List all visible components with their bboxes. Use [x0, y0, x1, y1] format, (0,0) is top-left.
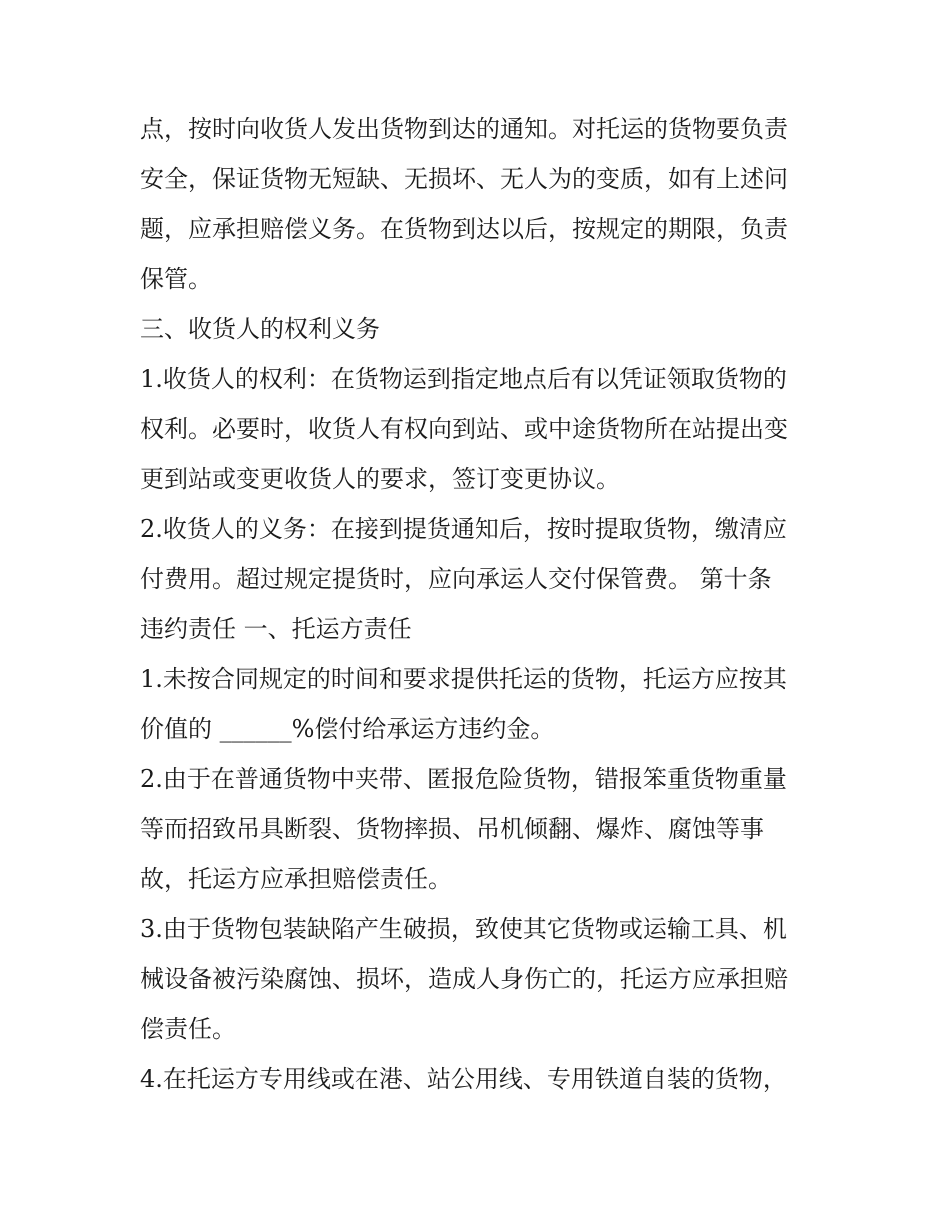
- paragraph-consignee-rights: [140, 354, 820, 504]
- text-line: 权利。必要时，收货人有权向到站、或中途货物所在站提出变: [140, 415, 788, 443]
- text-line: 三、收货人的权利义务: [140, 315, 380, 343]
- text-line: 2.收货人的义务：在接到提货通知后，按时提取货物，缴清应: [140, 515, 787, 543]
- text-line: 等而招致吊具断裂、货物摔损、吊机倾翻、爆炸、腐蚀等事: [140, 815, 764, 843]
- text-line: 违约责任 一、托运方责任: [140, 615, 412, 643]
- text-line: 偿责任。: [140, 1015, 236, 1043]
- section-heading-consignee: [140, 304, 820, 354]
- text-line: 3.由于货物包装缺陷产生破损，致使其它货物或运输工具、机: [140, 915, 787, 943]
- text-line: 题，应承担赔偿义务。在货物到达以后，按规定的期限，负责: [140, 215, 788, 243]
- text-line: 4.在托运方专用线或在港、站公用线、专用铁道自装的货物，: [140, 1065, 787, 1093]
- text-line: 故，托运方应承担赔偿责任。: [140, 865, 452, 893]
- text-line: 点，按时向收货人发出货物到达的通知。对托运的货物要负责: [140, 115, 788, 143]
- paragraph-breach-4: [140, 1054, 820, 1104]
- text-line: 价值的 ______%偿付给承运方违约金。: [140, 715, 555, 743]
- text-line: 更到站或变更收货人的要求，签订变更协议。: [140, 465, 620, 493]
- paragraph-breach-1: [140, 654, 820, 754]
- paragraph-storage-duty: [140, 104, 820, 304]
- paragraph-consignee-duties: [140, 504, 820, 654]
- text-line: 1.未按合同规定的时间和要求提供托运的货物，托运方应按其: [140, 665, 787, 693]
- text-line: 1.收货人的权利：在货物运到指定地点后有以凭证领取货物的: [140, 365, 787, 393]
- text-line: 保管。: [140, 265, 212, 293]
- document-body: [140, 104, 820, 1104]
- paragraph-breach-2: [140, 754, 820, 904]
- text-line: 械设备被污染腐蚀、损坏，造成人身伤亡的，托运方应承担赔: [140, 965, 788, 993]
- text-line: 付费用。超过规定提货时，应向承运人交付保管费。 第十条: [140, 565, 772, 593]
- text-line: 安全，保证货物无短缺、无损坏、无人为的变质，如有上述问: [140, 165, 788, 193]
- paragraph-breach-3: [140, 904, 820, 1054]
- text-line: 2.由于在普通货物中夹带、匿报危险货物，错报笨重货物重量: [140, 765, 787, 793]
